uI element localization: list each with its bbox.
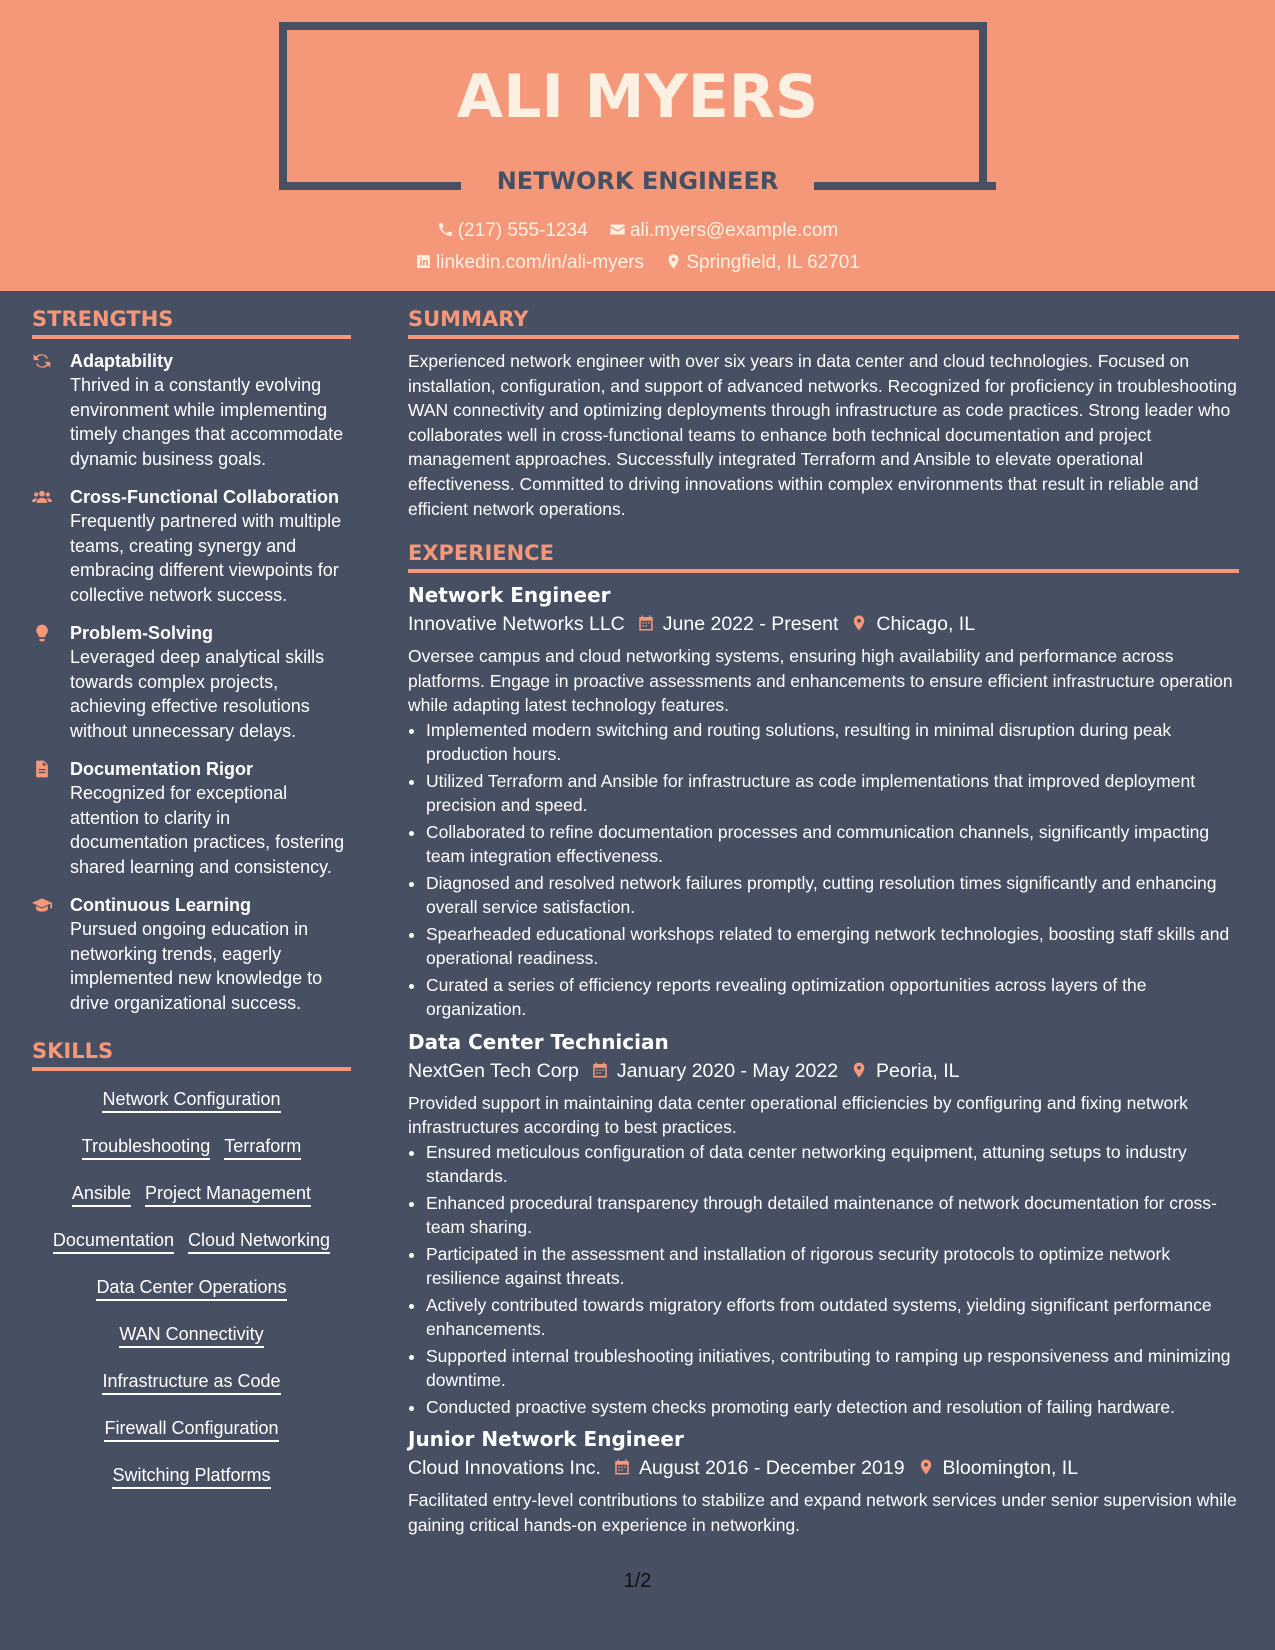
skill-tag: Project Management — [145, 1181, 311, 1207]
page-number: 1/2 — [623, 1570, 652, 1592]
skill-tag: Troubleshooting — [82, 1134, 210, 1160]
job-meta — [408, 1457, 1239, 1480]
email-text: ali.myers@example.com — [629, 220, 839, 241]
map-pin-icon — [850, 1061, 868, 1079]
job-dates: August 2016 - December 2019 — [638, 1457, 905, 1480]
map-pin-icon — [917, 1458, 935, 1476]
lightbulb-icon — [32, 623, 52, 643]
graduation-cap-icon — [32, 895, 52, 915]
list-item: • Supported internal troubleshooting initiatives, contributing to ramping up responsiveness and minimizing downtime. — [426, 1344, 1239, 1393]
job-meta — [408, 613, 1239, 636]
calendar-icon — [637, 614, 655, 632]
list-item: • Collaborated to refine documentation processes and communication channels, significantly impacting team integration effectiveness. — [426, 820, 1239, 869]
strength-desc: Pursued ongoing education in networking trends, eagerly implemented new knowledge to drive organizational success. — [70, 919, 323, 1013]
strength-item — [32, 349, 351, 471]
right-column — [408, 291, 1239, 1537]
job-bullets — [408, 1140, 1239, 1420]
list-item: • Spearheaded educational workshops related to emerging network technologies, boosting staff skills and operational readiness. — [426, 922, 1239, 971]
strength-desc: Recognized for exceptional attention to clarity in documentation practices, fostering shared learning and consistency. — [70, 783, 345, 877]
candidate-name: ALI MYERS — [456, 62, 819, 132]
job-location: Bloomington, IL — [942, 1457, 1079, 1480]
header-banner — [0, 0, 1275, 291]
strength-title: Continuous Learning — [70, 895, 251, 915]
email-icon — [609, 221, 626, 238]
calendar-icon — [613, 1458, 631, 1476]
experience-heading: EXPERIENCE — [408, 541, 1239, 573]
strength-desc: Frequently partnered with multiple teams, creating synergy and embracing different viewpoints for collective network success. — [70, 511, 342, 605]
location-text: Springfield, IL 62701 — [686, 252, 860, 273]
job-entry — [408, 583, 1239, 1022]
map-pin-icon — [665, 253, 682, 270]
job-bullets — [408, 718, 1239, 1022]
left-column — [32, 291, 351, 1504]
phone-icon — [437, 221, 454, 238]
strength-desc: Thrived in a constantly evolving environment while implementing timely changes that accommodate dynamic business goals. — [70, 375, 344, 469]
job-company: NextGen Tech Corp — [408, 1059, 579, 1082]
job-location: Chicago, IL — [876, 613, 976, 636]
users-icon — [32, 487, 52, 507]
calendar-icon — [591, 1061, 609, 1079]
strength-item — [32, 757, 351, 879]
strengths-heading: STRENGTHS — [32, 307, 351, 339]
list-item: • Enhanced procedural transparency through detailed maintenance of network documentation for cross-team sharing. — [426, 1191, 1239, 1240]
summary-text: Experienced network engineer with over six years in data center and cloud technologies. Focused on installation, configuration, and support of advanced networks. Recognized for proficiency in troubleshooting WAN connectivity and optimizing deployments through infrastructure as code practices. Strong leader who collaborates well in cross-functional teams to enhance both technical documentation and project management approaches. Successfully integrated Terraform and Ansible to elevate operational effectiveness. Committed to driving innovations within complex environments that result in reliable and efficient network operations. — [408, 351, 1237, 519]
job-entry — [408, 1030, 1239, 1420]
job-dates: June 2022 - Present — [662, 613, 839, 636]
list-item: • Implemented modern switching and routing solutions, resulting in minimal disruption during peak production hours. — [426, 718, 1239, 767]
job-company: Innovative Networks LLC — [408, 613, 625, 636]
sync-icon — [32, 351, 52, 371]
strength-item — [32, 485, 351, 607]
list-item: • Actively contributed towards migratory efforts from outdated systems, yielding significant performance enhancements. — [426, 1293, 1239, 1342]
skill-tag: Terraform — [224, 1134, 301, 1160]
map-pin-icon — [850, 614, 868, 632]
job-role: Data Center Technician — [408, 1029, 669, 1054]
contact-row-2 — [0, 252, 1275, 274]
linkedin-contact[interactable] — [415, 252, 644, 274]
list-item: • Conducted proactive system checks promoting early detection and resolution of failing hardware. — [426, 1395, 1239, 1420]
skill-tag: Data Center Operations — [96, 1275, 286, 1301]
skill-tag: WAN Connectivity — [119, 1322, 263, 1348]
job-company: Cloud Innovations Inc. — [408, 1457, 601, 1480]
strength-title: Documentation Rigor — [70, 759, 253, 779]
job-description: Provided support in maintaining data center operational efficiencies by configuring and fixing network infrastructures according to best practices. — [408, 1092, 1188, 1138]
job-dates: January 2020 - May 2022 — [616, 1059, 839, 1082]
job-description: Facilitated entry-level contributions to stabilize and expand network services under senior supervision while gaining critical hands-on experience in networking. — [408, 1490, 1237, 1535]
phone-text: (217) 555-1234 — [457, 220, 588, 241]
skill-tag: Cloud Networking — [188, 1228, 330, 1254]
list-item: • Diagnosed and resolved network failures promptly, cutting resolution times significantly and enhancing overall service satisfaction. — [426, 871, 1239, 920]
list-item: • Participated in the assessment and installation of rigorous security protocols to optimize network resilience against threats. — [426, 1242, 1239, 1291]
skill-tag: Documentation — [53, 1228, 174, 1254]
job-location: Peoria, IL — [876, 1059, 960, 1082]
job-entry — [408, 1427, 1239, 1537]
list-item: • Curated a series of efficiency reports revealing optimization opportunities across layers of the organization. — [426, 973, 1239, 1022]
job-meta — [408, 1060, 1239, 1083]
strength-title: Problem-Solving — [70, 623, 214, 643]
skill-tag: Switching Platforms — [112, 1463, 270, 1489]
skills-list — [32, 1081, 351, 1504]
skills-heading: SKILLS — [32, 1039, 351, 1071]
strength-item — [32, 621, 351, 743]
strength-title: Cross-Functional Collaboration — [70, 487, 340, 507]
job-description: Oversee campus and cloud networking systems, ensuring high availability and performance across platforms. Engage in proactive assessments and enhancements to ensure efficient infrastructure operation while adapting latest technology features. — [408, 646, 1233, 716]
linkedin-icon — [415, 253, 432, 270]
strength-title: Adaptability — [70, 351, 174, 371]
list-item: • Ensured meticulous configuration of data center networking equipment, attuning setups to industry standards. — [426, 1140, 1239, 1189]
summary-heading: SUMMARY — [408, 307, 1239, 339]
skill-tag: Network Configuration — [102, 1087, 280, 1113]
list-item: • Utilized Terraform and Ansible for infrastructure as code implementations that improved deployment precision and speed. — [426, 769, 1239, 818]
phone-contact[interactable] — [437, 220, 588, 242]
strength-desc: Leveraged deep analytical skills towards complex projects, achieving effective resolutions without unnecessary delays. — [70, 647, 325, 741]
email-contact[interactable] — [609, 220, 838, 242]
job-role: Network Engineer — [408, 583, 611, 608]
job-role: Junior Network Engineer — [408, 1427, 684, 1452]
skill-tag: Ansible — [72, 1181, 131, 1207]
linkedin-text: linkedin.com/in/ali-myers — [436, 252, 645, 273]
location-contact — [665, 252, 860, 274]
strength-item — [32, 893, 351, 1015]
skill-tag: Firewall Configuration — [104, 1416, 278, 1442]
contact-row-1 — [0, 220, 1275, 242]
job-title-heading: NETWORK ENGINEER — [496, 167, 779, 195]
skill-tag: Infrastructure as Code — [102, 1369, 280, 1395]
document-icon — [32, 759, 52, 779]
